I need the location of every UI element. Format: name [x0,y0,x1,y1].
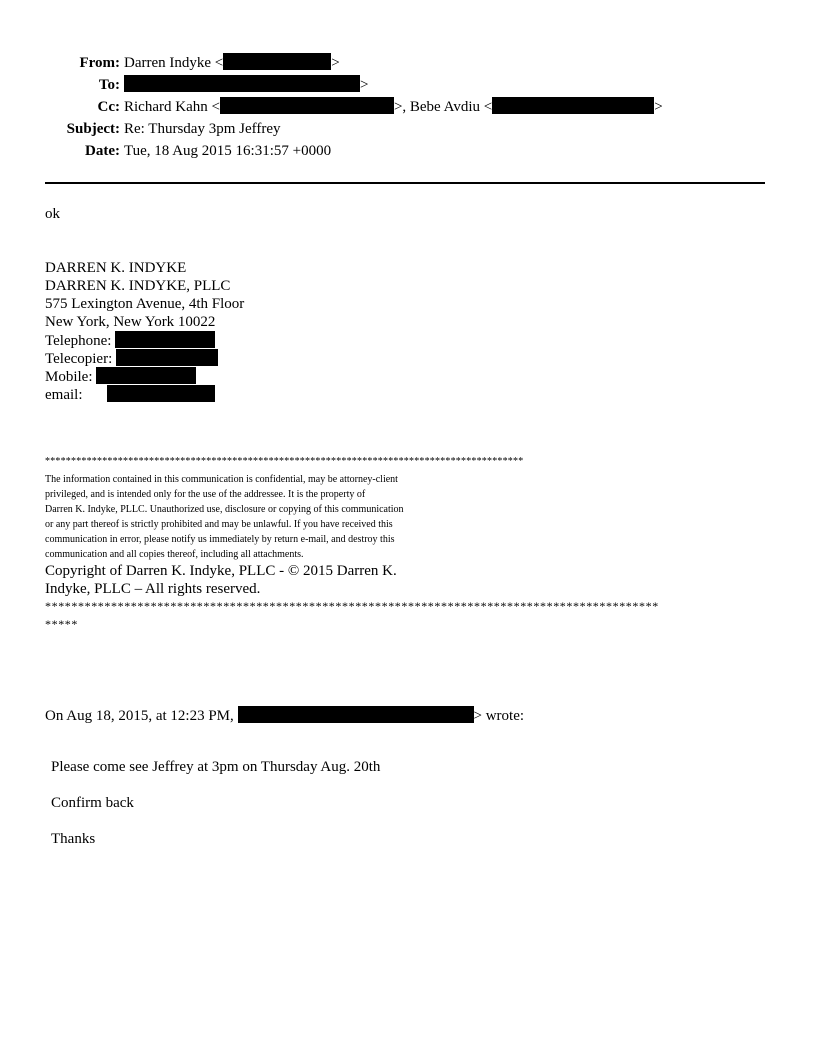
quoted-intro [45,706,524,725]
disclaimer-stars-bottom [45,597,659,633]
date-row [0,140,816,162]
redaction-box [238,706,474,723]
email-header [0,52,816,162]
to-label: To: [98,77,120,93]
quoted-intro-wrote: > wrote: [473,708,525,724]
header-divider [45,182,765,184]
telecopier-label: Telecopier: [45,351,113,367]
from-value [124,52,340,74]
quoted-line-1: Please come see Jeffrey at 3pm on Thursday Aug. 20th [51,759,381,775]
disclaimer-line: The information contained in this communication is confidential, may be attorney-client [45,474,398,485]
cc-close: > [654,99,663,115]
date-label: Date: [85,143,120,159]
email-label: email: [45,387,83,403]
mobile-label: Mobile: [45,369,93,385]
redaction-box [492,97,654,114]
copyright-line-1: Copyright of Darren K. Indyke, PLLC - © 2015 Darren K. [45,563,397,579]
quoted-intro-date: On Aug 18, 2015, at 12:23 PM, [45,708,234,724]
quoted-line-2: Confirm back [51,795,134,811]
signature-block [45,259,244,403]
redaction-box [116,349,218,366]
redaction-box [223,53,331,70]
quoted-line-3: Thanks [51,831,96,847]
signature-telecopier [45,349,244,367]
from-label: From: [79,55,120,71]
stars-line-1: ********************************************************************************************* [45,599,659,613]
redaction-box [115,331,215,348]
disclaimer-stars-top: ******************************************************************************************** [45,456,524,467]
copyright-line-2: Indyke, PLLC – All rights reserved. [45,581,261,597]
stars-line-2: ***** [45,617,78,631]
from-row [0,52,816,74]
disclaimer-line: Darren K. Indyke, PLLC. Unauthorized use, disclosure or copying of this communication [45,504,404,515]
from-name: Darren Indyke < [124,55,224,71]
redaction-box [96,367,196,384]
signature-email [45,385,244,403]
subject-label: Subject: [66,121,120,137]
disclaimer-line: communication and all copies thereof, including all attachments. [45,549,304,560]
cc-value [124,96,663,118]
reply-text: ok [45,206,60,222]
redaction-box [107,385,215,402]
subject-value: Re: Thursday 3pm Jeffrey [124,121,281,137]
telephone-label: Telephone: [45,333,112,349]
signature-address-2: New York, New York 10022 [45,314,216,330]
redaction-box [124,75,360,92]
from-close: > [331,55,340,71]
to-close: > [360,77,369,93]
signature-firm: DARREN K. INDYKE, PLLC [45,278,231,294]
signature-name: DARREN K. INDYKE [45,260,187,276]
redaction-box [220,97,394,114]
cc-mid: >, Bebe Avdiu < [393,99,493,115]
signature-mobile [45,367,244,385]
disclaimer-line: communication in error, please notify us immediately by return e-mail, and destroy this [45,534,395,545]
disclaimer-line: privileged, and is intended only for the use of the addressee. It is the property of [45,489,366,500]
subject-row [0,118,816,140]
cc-label: Cc: [97,99,120,115]
date-value: Tue, 18 Aug 2015 16:31:57 +0000 [124,143,332,159]
copyright-notice [45,562,397,598]
signature-telephone [45,331,244,349]
cc-row [0,96,816,118]
disclaimer-text [45,472,404,562]
disclaimer-line: or any part thereof is strictly prohibited and may be unlawful. If you have received this [45,519,393,530]
to-value [124,74,368,96]
cc-name-1: Richard Kahn < [124,99,220,115]
to-row [0,74,816,96]
signature-address-1: 575 Lexington Avenue, 4th Floor [45,296,245,312]
